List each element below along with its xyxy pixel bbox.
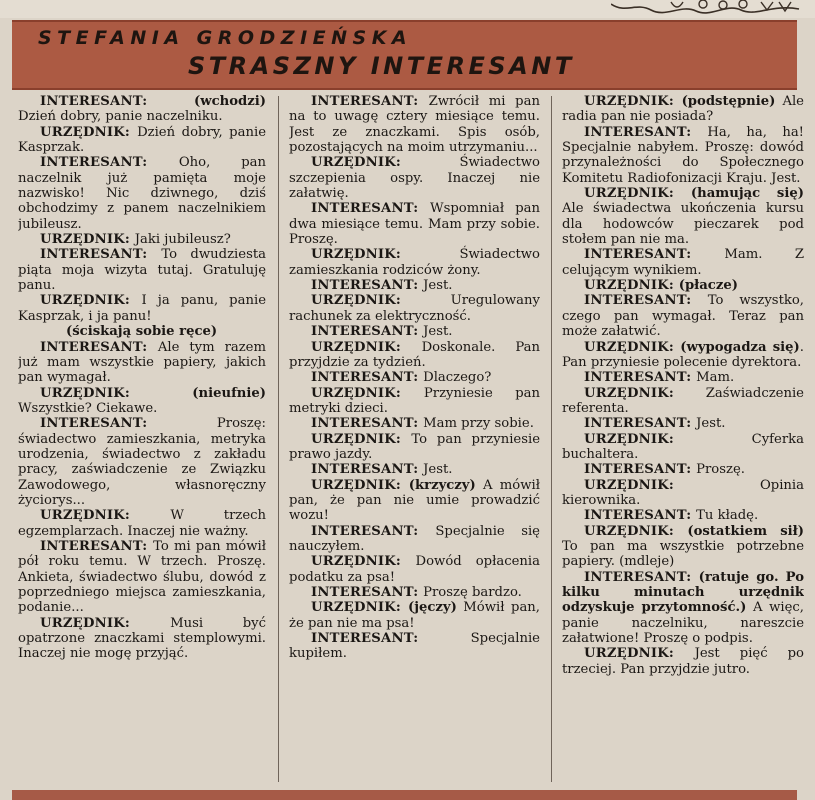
dialogue-line: INTERESANT: Proszę bardzo. xyxy=(311,585,522,600)
speaker-label: URZĘDNIK: xyxy=(584,523,688,539)
article-title: STRASZNY INTERESANT xyxy=(188,52,575,80)
speaker-label: INTERESANT: xyxy=(311,278,424,294)
dialogue-line: INTERESANT: Proszę: świadectwo zamieszkania, metryka urodzenia, świadectwo z zakładu pracy, zaświadczenie ze Związku Zawodowego, własnoręczny życiorys... xyxy=(18,416,266,508)
speaker-label: URZĘDNIK: xyxy=(584,94,682,109)
speaker-label: URZĘDNIK: xyxy=(40,293,142,309)
dialogue-line: URZĘDNIK: Jaki jubileusz? xyxy=(40,232,231,248)
speaker-label: INTERESANT: xyxy=(584,508,697,524)
speaker-label: INTERESANT: xyxy=(311,631,471,647)
speaker-label: URZĘDNIK: xyxy=(40,385,193,401)
stage-direction: (płacze) xyxy=(678,278,738,294)
dialogue-line: INTERESANT: Mam. xyxy=(584,370,735,386)
speaker-label: URZĘDNIK: xyxy=(584,278,679,294)
dialogue-line: INTERESANT: To wszystko, czego pan wymagał. Teraz pan może załatwić. xyxy=(562,293,804,340)
stage-direction: (ratuje go. Po kilku minutach urzędnik odzyskuje przytomność.) xyxy=(562,569,804,616)
stage-direction: (krzyczy) xyxy=(408,477,476,493)
dialogue-line: INTERESANT: To dwudziesta piąta moja wizyta tutaj. Gratuluję panu. xyxy=(18,247,266,294)
dialogue-line: URZĘDNIK: Uregulowany rachunek za elektryczność. xyxy=(289,293,540,324)
speaker-label: URZĘDNIK: xyxy=(584,431,752,447)
dialogue-line: INTERESANT: Jest. xyxy=(311,278,453,294)
dialogue-line: INTERESANT: Jest. xyxy=(311,324,453,340)
dialogue-line: INTERESANT: Specjalnie kupiłem. xyxy=(289,631,540,662)
dialogue-line: URZĘDNIK: Dzień dobry, panie Kasprzak. xyxy=(18,124,266,156)
stage-direction: (wypogadza się) xyxy=(680,339,800,355)
dialogue-line: URZĘDNIK: (podstępnie) Ale radia pan nie posiada? xyxy=(562,94,804,125)
top-strip xyxy=(0,0,815,18)
speaker-label: INTERESANT: xyxy=(584,247,725,263)
speaker-label: INTERESANT: xyxy=(584,293,708,309)
speaker-label: URZĘDNIK: xyxy=(311,247,460,263)
speaker-label: INTERESANT: xyxy=(311,462,424,478)
speaker-label: URZĘDNIK: xyxy=(40,124,138,140)
speaker-label: INTERESANT: xyxy=(584,462,697,478)
speaker-label: URZĘDNIK: xyxy=(40,232,135,248)
speaker-label: INTERESANT: xyxy=(40,538,154,554)
dialogue-line: URZĘDNIK: Opinia kierownika. xyxy=(562,477,804,508)
dialogue-line: URZĘDNIK: Musi być opatrzone znaczkami stemplowymi. Inaczej nie mogę przyjąć. xyxy=(18,615,266,662)
dialogue-line: INTERESANT: Ha, ha, ha! Specjalnie nabyłem. Proszę: dowód przynależności do Społecznego Komitetu Radiofonizacji Kraju. Jest. xyxy=(562,124,804,186)
speaker-label: INTERESANT: xyxy=(311,201,431,217)
bottom-bar xyxy=(12,790,797,800)
text-column-1 xyxy=(18,94,266,786)
dialogue-line: URZĘDNIK: (wypogadza się). Pan przyniesie polecenie dyrektora. xyxy=(562,339,804,370)
speaker-label: INTERESANT: xyxy=(40,339,158,355)
speaker-label: INTERESANT: xyxy=(40,416,217,432)
dialogue-line: INTERESANT: Ale tym razem już mam wszystkie papiery, jakich pan wymagał. xyxy=(18,339,266,386)
dialogue-line: URZĘDNIK: (ostatkiem sił) To pan ma wszystkie potrzebne papiery. (mdleje) xyxy=(562,523,804,570)
speaker-label: URZĘDNIK: xyxy=(40,508,171,524)
dialogue-line: URZĘDNIK: I ja panu, panie Kasprzak, i ja panu! xyxy=(18,293,266,324)
dialogue-line: URZĘDNIK: (jęczy) Mówił pan, że pan nie ma psa! xyxy=(289,600,540,631)
dialogue-line: INTERESANT: Jest. xyxy=(311,462,453,478)
dialogue-line: URZĘDNIK: Doskonale. Pan przyjdzie za tydzień. xyxy=(289,339,540,370)
dialogue-line: URZĘDNIK: Świadectwo szczepienia ospy. Inaczej nie załatwię. xyxy=(289,155,540,202)
dialogue-line: URZĘDNIK: Świadectwo zamieszkania rodziców żony. xyxy=(289,247,540,278)
decorative-illustration-icon xyxy=(611,0,801,14)
speaker-label: INTERESANT: xyxy=(40,94,195,109)
dialogue-line: URZĘDNIK: Jest pięć po trzeciej. Pan przyjdzie jutro. xyxy=(562,646,804,677)
speaker-label: INTERESANT: xyxy=(311,370,424,386)
dialogue-line: INTERESANT: Mam przy sobie. xyxy=(311,416,534,432)
dialogue-line: URZĘDNIK: Cyferka buchaltera. xyxy=(562,431,804,462)
dialogue-line: URZĘDNIK: Dowód opłacenia podatku za psa! xyxy=(289,554,540,585)
speaker-label: INTERESANT: xyxy=(40,155,179,171)
speaker-label: URZĘDNIK: xyxy=(311,477,409,493)
speaker-label: INTERESANT: xyxy=(584,370,697,386)
dialogue-line: INTERESANT: (wchodzi) Dzień dobry, panie naczelniku. xyxy=(18,94,266,125)
dialogue-line: URZĘDNIK: Zaświadczenie referenta. xyxy=(562,385,804,416)
dialogue-line: INTERESANT: Specjalnie się nauczyłem. xyxy=(289,523,540,554)
dialogue-line: INTERESANT: Proszę. xyxy=(584,462,745,478)
dialogue-line: URZĘDNIK: To pan przyniesie prawo jazdy. xyxy=(289,431,540,462)
dialogue-line: URZĘDNIK: (nieufnie) Wszystkie? Ciekawe. xyxy=(18,385,266,416)
dialogue-line: INTERESANT: Tu kładę. xyxy=(584,508,759,524)
text-column-3 xyxy=(562,94,804,786)
dialogue-line: INTERESANT: Jest. xyxy=(584,416,726,432)
dialogue-line: INTERESANT: (ratuje go. Po kilku minutach urzędnik odzyskuje przytomność.) A więc, panie naczelniku, nareszcie załatwione! Proszę o podpis. xyxy=(562,569,804,647)
speaker-label: URZĘDNIK: xyxy=(311,155,460,171)
dialogue-line: INTERESANT: Wspomniał pan dwa miesiące temu. Mam przy sobie. Proszę. xyxy=(289,201,540,248)
column-divider xyxy=(278,96,279,782)
stage-direction: (jęczy) xyxy=(408,600,457,616)
dialogue-line: URZĘDNIK: W trzech egzemplarzach. Inaczej nie ważny. xyxy=(18,508,266,539)
article-author: STEFANIA GRODZIEŃSKA xyxy=(38,27,413,49)
speaker-label: URZĘDNIK: xyxy=(311,600,408,616)
speaker-label: URZĘDNIK: xyxy=(311,339,422,355)
speaker-label: INTERESANT: xyxy=(584,124,708,140)
dialogue-line: INTERESANT: To mi pan mówił pół roku temu. W trzech. Proszę. Ankieta, świadectwo ślubu, dowód z poprzedniego miejsca zamieszkania, podanie... xyxy=(18,538,266,616)
speaker-label: URZĘDNIK: xyxy=(311,554,416,570)
speaker-label: URZĘDNIK: xyxy=(584,339,681,355)
speaker-label: INTERESANT: xyxy=(311,523,436,539)
speaker-label: URZĘDNIK: xyxy=(311,293,451,309)
speaker-label: URZĘDNIK: xyxy=(311,431,412,447)
column-divider xyxy=(551,96,552,782)
dialogue-line: INTERESANT: Zwrócił mi pan na to uwagę cztery miesiące temu. Jest ze znaczkami. Spis osób, pozostających na moim utrzymaniu... xyxy=(289,94,540,156)
stage-direction: (podstępnie) xyxy=(681,94,776,109)
dialogue-line: INTERESANT: Mam. Z celującym wynikiem. xyxy=(562,247,804,278)
stage-direction: (wchodzi) xyxy=(194,94,266,109)
text-column-2 xyxy=(289,94,540,786)
dialogue-line: URZĘDNIK: (hamując się) Ale świadectwa ukończenia kursu dla hodowców pieczarek pod stołem pan nie ma. xyxy=(562,186,804,248)
speaker-label: URZĘDNIK: xyxy=(584,186,691,202)
stage-direction: (ostatkiem sił) xyxy=(687,523,804,539)
speaker-label: INTERESANT: xyxy=(311,416,424,432)
speaker-label: INTERESANT: xyxy=(584,569,699,585)
dialogue-line: INTERESANT: Oho, pan naczelnik już pamięta moje nazwisko! Nic dziwnego, dziś obchodzimy z panem naczelnikiem jubileusz. xyxy=(18,155,266,232)
speaker-label: URZĘDNIK: xyxy=(311,385,424,401)
speaker-label: URZĘDNIK: xyxy=(40,615,171,631)
speaker-label: URZĘDNIK: xyxy=(584,477,760,493)
speaker-label: INTERESANT: xyxy=(584,416,697,432)
dialogue-line: URZĘDNIK: Przyniesie pan metryki dzieci. xyxy=(289,385,540,416)
speaker-label: URZĘDNIK: xyxy=(584,646,695,662)
speaker-label: URZĘDNIK: xyxy=(584,385,706,401)
speaker-label: INTERESANT: xyxy=(311,94,429,109)
article-header xyxy=(12,20,797,90)
speaker-label: INTERESANT: xyxy=(311,324,424,340)
dialogue-line xyxy=(18,324,266,339)
speaker-label: INTERESANT: xyxy=(40,247,162,263)
dialogue-line xyxy=(562,278,804,293)
stage-direction: (ściskają sobie ręce) xyxy=(66,324,218,340)
stage-direction: (nieufnie) xyxy=(192,385,266,401)
dialogue-line: URZĘDNIK: (krzyczy) A mówił pan, że pan nie umie prowadzić wozu! xyxy=(289,477,540,524)
dialogue-line: INTERESANT: Dlaczego? xyxy=(311,370,492,386)
stage-direction: (hamując się) xyxy=(690,186,804,202)
speaker-label: INTERESANT: xyxy=(311,585,424,600)
